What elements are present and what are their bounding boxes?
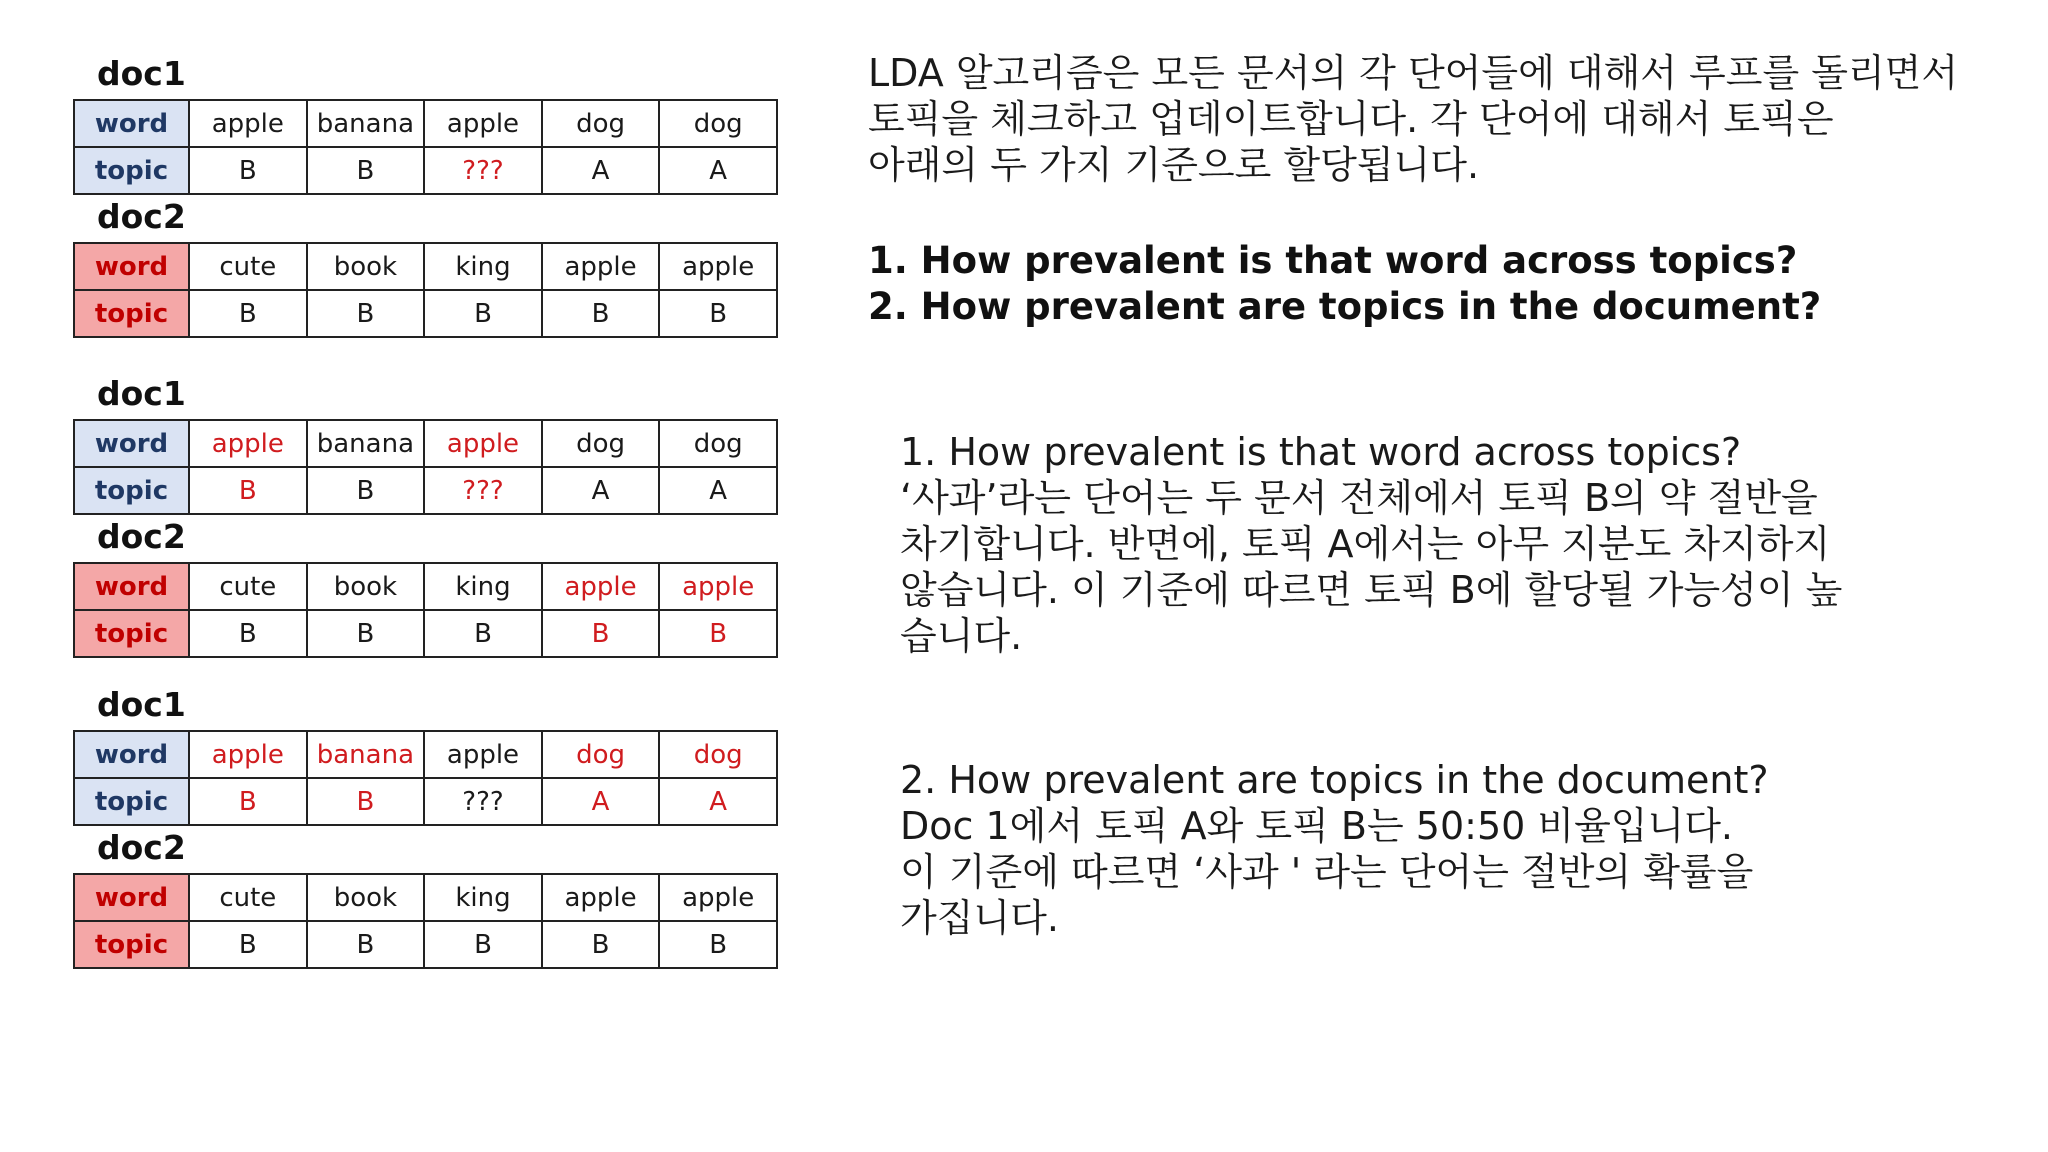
topic-cell: B [307,147,425,194]
topic-cell: A [659,778,777,825]
word-row [74,243,777,290]
word-cell: apple [659,874,777,921]
word-row [74,731,777,778]
topic-header: topic [74,778,189,825]
word-cell: dog [542,731,660,778]
topic-cell: A [659,147,777,194]
topic-cell: A [542,778,660,825]
topic-cell-unknown: ??? [424,467,542,514]
topic-cell: A [542,147,660,194]
topic-cell: A [659,467,777,514]
doc1-table [73,99,778,195]
topic-cell: B [542,921,660,968]
word-cell: king [424,874,542,921]
word-cell: banana [307,420,425,467]
word-header: word [74,563,189,610]
word-cell: apple [542,874,660,921]
doc1-label: doc1 [97,685,186,724]
word-cell: apple [189,100,307,147]
word-row [74,563,777,610]
topic-row [74,147,777,194]
word-header: word [74,731,189,778]
topic-cell: B [189,290,307,337]
word-cell: apple [659,243,777,290]
doc2-table [73,873,778,969]
doc1-table [73,419,778,515]
word-cell: king [424,563,542,610]
word-cell: book [307,874,425,921]
word-cell: apple [424,100,542,147]
word-cell: cute [189,563,307,610]
topic-cell-unknown: ??? [424,778,542,825]
word-cell: king [424,243,542,290]
criterion-1: 1. How prevalent is that word across topics? [868,239,1798,282]
topic-header: topic [74,467,189,514]
topic-cell: B [189,921,307,968]
word-cell: cute [189,243,307,290]
topic-cell: B [542,610,660,657]
doc2-label: doc2 [97,828,186,867]
topic-header: topic [74,147,189,194]
word-cell: dog [542,100,660,147]
topic-cell: B [189,610,307,657]
topic-cell: B [424,610,542,657]
topic-cell: B [659,921,777,968]
explanation-2: 2. How prevalent are topics in the document? Doc 1에서 토픽 A와 토픽 B는 50:50 비율입니다. 이 기준에 따르면 ‘사과 ' 라는 단어는 절반의 확률을 가집니다. [900,758,1769,940]
topic-cell: B [542,290,660,337]
explanation-1: 1. How prevalent is that word across topics? ‘사과’라는 단어는 두 문서 전체에서 토픽 B의 약 절반을 차기합니다. 반면에, 토픽 A에서는 아무 지분도 차지하지 않습니다. 이 기준에 따르면 토픽 B에 할당될 가능성이 높 습니다. [900,430,1843,658]
word-header: word [74,420,189,467]
topic-cell: B [307,467,425,514]
example-group-3 [73,686,778,976]
topic-row [74,610,777,657]
topic-row [74,778,777,825]
word-header: word [74,100,189,147]
topic-row [74,467,777,514]
word-cell: book [307,563,425,610]
word-cell: banana [307,100,425,147]
word-cell: dog [659,100,777,147]
word-cell: dog [659,420,777,467]
topic-cell: B [307,778,425,825]
topic-cell: B [659,290,777,337]
topic-cell: B [424,290,542,337]
topic-cell-unknown: ??? [424,147,542,194]
topic-cell: B [307,921,425,968]
word-cell: apple [189,420,307,467]
word-cell: book [307,243,425,290]
topic-row [74,921,777,968]
word-cell: apple [659,563,777,610]
doc2-table [73,562,778,658]
topic-row [74,290,777,337]
word-row [74,420,777,467]
word-cell: apple [424,731,542,778]
topic-cell: B [189,778,307,825]
doc1-label: doc1 [97,54,186,93]
word-header: word [74,243,189,290]
criterion-2: 2. How prevalent are topics in the document? [868,285,1822,328]
doc2-label: doc2 [97,197,186,236]
topic-header: topic [74,290,189,337]
topic-cell: B [307,290,425,337]
word-cell: dog [542,420,660,467]
word-row [74,100,777,147]
word-cell: apple [189,731,307,778]
word-row [74,874,777,921]
word-cell: banana [307,731,425,778]
example-group-2 [73,375,778,665]
doc2-table [73,242,778,338]
topic-cell: B [189,467,307,514]
word-cell: cute [189,874,307,921]
example-group-1 [73,55,778,345]
topic-header: topic [74,921,189,968]
topic-cell: A [542,467,660,514]
doc1-table [73,730,778,826]
word-cell: apple [424,420,542,467]
doc2-label: doc2 [97,517,186,556]
topic-cell: B [307,610,425,657]
topic-cell: B [424,921,542,968]
word-cell: apple [542,563,660,610]
intro-text: LDA 알고리즘은 모든 문서의 각 단어들에 대해서 루프를 돌리면서 토픽을 체크하고 업데이트합니다. 각 단어에 대해서 토픽은 아래의 두 가지 기준으로 할당됩니다. [868,51,1959,187]
topic-cell: B [659,610,777,657]
topic-header: topic [74,610,189,657]
topic-cell: B [189,147,307,194]
word-cell: apple [542,243,660,290]
word-header: word [74,874,189,921]
doc1-label: doc1 [97,374,186,413]
word-cell: dog [659,731,777,778]
